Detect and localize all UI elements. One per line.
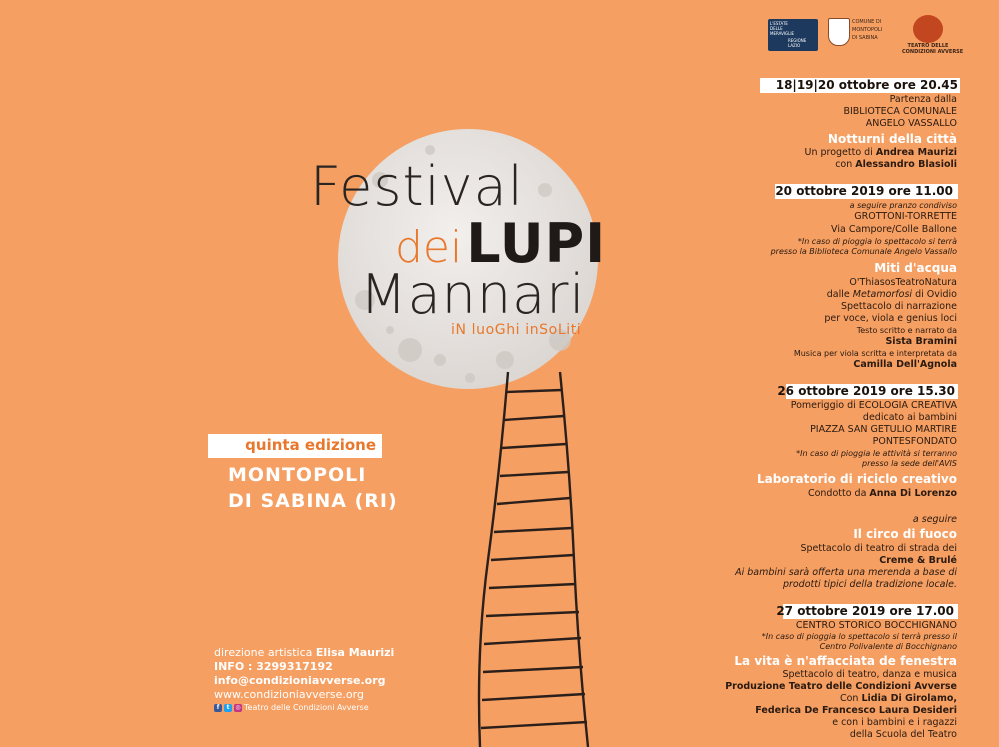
edition-box bbox=[208, 434, 382, 458]
logo1-text: L'ESTATE bbox=[770, 21, 788, 26]
event2-source-text: dalle bbox=[826, 289, 853, 300]
event1-cast bbox=[835, 159, 957, 171]
logo2-line: DI SABINA bbox=[852, 35, 878, 41]
event4-cast bbox=[840, 693, 957, 705]
event4-cast-name: Lidia Di Girolamo, bbox=[861, 693, 957, 704]
theatre-mask-icon bbox=[913, 15, 943, 43]
title-mannari: Mannari bbox=[360, 263, 586, 326]
event2-source-work: Metamorfosi bbox=[852, 289, 913, 300]
event1-credit-name: Andrea Maurizi bbox=[875, 147, 957, 158]
event1-line: ANGELO VASSALLO bbox=[865, 118, 957, 129]
instagram-icon[interactable]: ◎ bbox=[235, 703, 241, 711]
event2-line: Camilla Dell'Agnola bbox=[853, 359, 957, 370]
event3-line: Spettacolo di teatro di strada dei bbox=[800, 543, 957, 554]
direction-label: direzione artistica bbox=[214, 646, 313, 659]
event3-credit-name: Anna Di Lorenzo bbox=[869, 488, 957, 499]
event4-line: della Scuola del Teatro bbox=[849, 729, 957, 740]
event4-cast-label: Con bbox=[839, 693, 862, 704]
place-line2: DI SABINA (RI) bbox=[228, 490, 398, 512]
event4-line: Spettacolo di teatro, danza e musica bbox=[782, 669, 957, 680]
event3-title2: Il circo di fuoco bbox=[853, 527, 957, 541]
event4-line: *In caso di pioggia lo spettacolo si terrà presso il bbox=[761, 632, 957, 641]
event2-line: presso la Biblioteca Comunale Angelo Vassallo bbox=[770, 247, 957, 256]
ladder bbox=[479, 372, 588, 747]
event1-line: BIBLIOTECA COMUNALE bbox=[843, 106, 957, 117]
event1-cast-name: Alessandro Blasioli bbox=[855, 159, 957, 170]
event4-date: 27 ottobre 2019 ore 17.00 bbox=[776, 604, 954, 618]
event1-credit-label: Un progetto di bbox=[804, 147, 876, 158]
title-lupi: LUPI bbox=[466, 212, 607, 275]
event2-line: Sista Bramini bbox=[885, 336, 957, 347]
event1-credit bbox=[804, 147, 957, 159]
tagline: iN luoGhi inSoLiti bbox=[451, 322, 582, 338]
event1-title: Notturni della città bbox=[827, 132, 957, 146]
event2-source bbox=[827, 289, 957, 301]
logo3-line: TEATRO DELLE bbox=[907, 43, 949, 49]
logo2-line: MONTOPOLI bbox=[852, 27, 883, 33]
event3-line: Creme & Brulé bbox=[879, 555, 957, 566]
event1-line: Partenza dalla bbox=[889, 94, 957, 105]
direction-name: Elisa Maurizi bbox=[315, 646, 395, 659]
logo1-text: REGIONE bbox=[788, 38, 807, 43]
event3-line: *In caso di pioggia le attività si terranno bbox=[796, 449, 957, 458]
event4-line: Produzione Teatro delle Condizioni Avverse bbox=[725, 681, 957, 692]
event4-line: e con i bambini e i ragazzi bbox=[832, 717, 957, 728]
event3-line: a seguire bbox=[912, 514, 957, 525]
social-row bbox=[214, 703, 369, 712]
event2-line: a seguire pranzo condiviso bbox=[849, 201, 957, 210]
event3-title: Laboratorio di riciclo creativo bbox=[757, 472, 957, 486]
teatro-condizioni-avverse-logo bbox=[902, 15, 964, 55]
event3-credit bbox=[808, 488, 957, 500]
event3-line: PIAZZA SAN GETULIO MARTIRE bbox=[810, 424, 957, 435]
event2-date: 20 ottobre 2019 ore 11.00 bbox=[775, 184, 953, 198]
title-dei: dei bbox=[395, 222, 463, 273]
event3-line: PONTESFONDATO bbox=[872, 436, 957, 447]
logo2-line: COMUNE DI bbox=[852, 19, 882, 25]
event2-line: Testo scritto e narrato da bbox=[856, 326, 957, 335]
comune-montopoli-logo bbox=[828, 18, 883, 46]
event3-credit-label: Condotto da bbox=[807, 488, 870, 499]
event2-line: O'ThiasosTeatroNatura bbox=[849, 277, 957, 288]
event2-line: Via Campore/Colle Ballone bbox=[831, 224, 957, 235]
facebook-icon[interactable]: f bbox=[214, 704, 222, 712]
info-phone: INFO : 3299317192 bbox=[214, 660, 333, 673]
logo2-text bbox=[852, 18, 882, 42]
info-email[interactable]: info@condizioniavverse.org bbox=[214, 674, 386, 687]
event2-line: Musica per viola scritta e interpretata da bbox=[793, 349, 957, 358]
estate-meraviglie-logo bbox=[768, 19, 818, 51]
twitter-icon[interactable]: t bbox=[224, 704, 232, 712]
event2-line: Spettacolo di narrazione bbox=[841, 301, 957, 312]
logo3-line: CONDIZIONI AVVERSE bbox=[902, 49, 964, 55]
logo1-text: DELLE bbox=[770, 26, 783, 31]
event3-line: presso la sede dell'AVIS bbox=[862, 459, 957, 468]
logo1-text: MERAVIGLIE bbox=[770, 31, 795, 36]
event3-line: prodotti tipici della tradizione locale. bbox=[782, 579, 957, 590]
edition-label: quinta edizione bbox=[245, 436, 376, 454]
info-website[interactable]: www.condizioniavverse.org bbox=[214, 688, 364, 701]
event2-source-text: di Ovidio bbox=[912, 289, 957, 300]
event3-date: 26 ottobre 2019 ore 15.30 bbox=[777, 384, 955, 398]
municipal-shield-icon bbox=[828, 18, 850, 46]
event3-line: Ai bambini sarà offerta una merenda a base di bbox=[735, 567, 957, 578]
event2-line: *In caso di pioggia lo spettacolo si terrà bbox=[797, 237, 957, 246]
event4-line: CENTRO STORICO BOCCHIGNANO bbox=[795, 620, 957, 631]
event3-line: dedicato ai bambini bbox=[862, 412, 957, 423]
event4-line: Centro Polivalente di Bocchignano bbox=[819, 642, 957, 651]
event4-title: La vita è n'affacciata de fenestra bbox=[734, 654, 957, 668]
event2-title: Miti d'acqua bbox=[874, 261, 957, 275]
event2-line: per voce, viola e genius loci bbox=[824, 313, 957, 324]
event1-cast-label: con bbox=[835, 159, 856, 170]
event2-line: GROTTONI-TORRETTE bbox=[854, 211, 957, 222]
logo1-text: LAZIO bbox=[788, 43, 801, 48]
place-line1: MONTOPOLI bbox=[228, 464, 367, 486]
event3-line: Pomeriggio di ECOLOGIA CREATIVA bbox=[790, 400, 957, 411]
artistic-direction bbox=[214, 646, 394, 660]
event4-line: Federica De Francesco Laura Desideri bbox=[755, 705, 957, 716]
title-festival: Festival bbox=[310, 155, 524, 218]
event1-date: 18|19|20 ottobre ore 20.45 bbox=[775, 78, 958, 92]
social-handle: Teatro delle Condizioni Avverse bbox=[244, 703, 369, 712]
